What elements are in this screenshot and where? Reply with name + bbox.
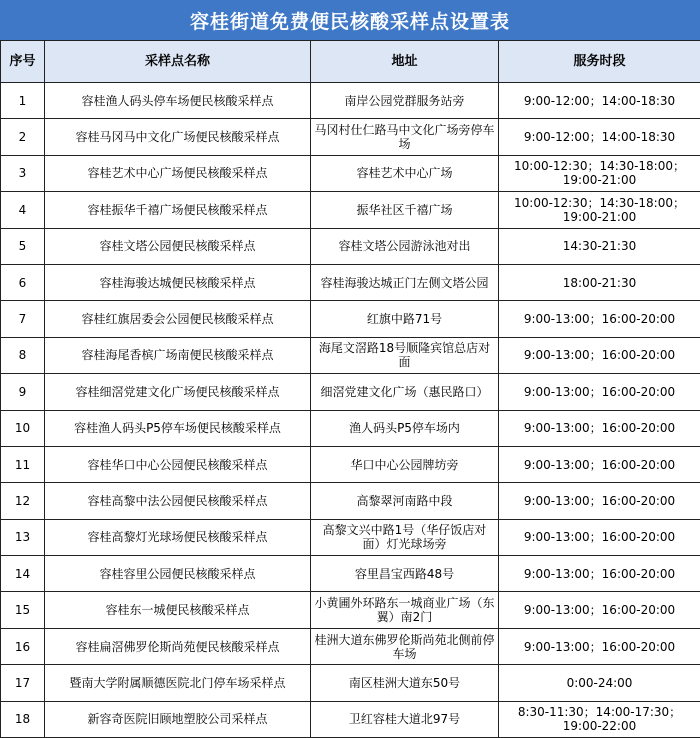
cell-no: 5 [1, 228, 45, 264]
cell-site-name: 容桂马冈马中文化广场便民核酸采样点 [45, 119, 311, 155]
table-row [1, 264, 700, 300]
cell-address: 高黎翠河南路中段 [311, 483, 499, 519]
cell-site-name: 容桂艺术中心广场便民核酸采样点 [45, 155, 311, 191]
table-row [1, 410, 700, 446]
cell-address: 桂洲大道东佛罗伦斯尚苑北侧前停车场 [311, 628, 499, 664]
cell-address: 容桂艺术中心广场 [311, 155, 499, 191]
cell-address: 振华社区千禧广场 [311, 192, 499, 228]
header-address: 地址 [311, 41, 499, 83]
cell-address: 容桂海骏达城正门左侧文塔公园 [311, 264, 499, 300]
cell-service-hours: 10:00-12:30；14:30-18:00；19:00-21:00 [499, 155, 700, 191]
sampling-sites-table [0, 40, 700, 738]
cell-service-hours: 9:00-13:00；16:00-20:00 [499, 337, 700, 373]
cell-address: 马冈村仕仁路马中文化广场旁停车场 [311, 119, 499, 155]
cell-site-name: 容桂细滘党建文化广场便民核酸采样点 [45, 374, 311, 410]
table-row [1, 483, 700, 519]
cell-service-hours: 9:00-12:00；14:00-18:30 [499, 83, 700, 119]
table-header-row [1, 41, 700, 83]
cell-service-hours: 9:00-12:00；14:00-18:30 [499, 119, 700, 155]
table-row [1, 665, 700, 701]
table-row [1, 592, 700, 628]
cell-site-name: 暨南大学附属顺德医院北门停车场采样点 [45, 665, 311, 701]
cell-site-name: 容桂渔人码头P5停车场便民核酸采样点 [45, 410, 311, 446]
cell-no: 3 [1, 155, 45, 191]
cell-no: 12 [1, 483, 45, 519]
cell-no: 9 [1, 374, 45, 410]
table-row [1, 337, 700, 373]
cell-no: 11 [1, 446, 45, 482]
cell-no: 10 [1, 410, 45, 446]
cell-address: 南岸公园党群服务站旁 [311, 83, 499, 119]
cell-no: 1 [1, 83, 45, 119]
page-title: 容桂街道免费便民核酸采样点设置表 [0, 0, 700, 40]
cell-site-name: 容桂容里公园便民核酸采样点 [45, 556, 311, 592]
cell-no: 15 [1, 592, 45, 628]
cell-service-hours: 14:30-21:30 [499, 228, 700, 264]
table-row [1, 83, 700, 119]
cell-address: 小黄圃外环路东一城商业广场（东翼）南2门 [311, 592, 499, 628]
table-row [1, 192, 700, 228]
cell-service-hours: 18:00-21:30 [499, 264, 700, 300]
cell-service-hours: 9:00-13:00；16:00-20:00 [499, 410, 700, 446]
table-row [1, 556, 700, 592]
cell-no: 17 [1, 665, 45, 701]
cell-site-name: 容桂红旗居委会公园便民核酸采样点 [45, 301, 311, 337]
cell-no: 14 [1, 556, 45, 592]
cell-no: 13 [1, 519, 45, 555]
cell-address: 高黎文兴中路1号（华仔饭店对面）灯光球场旁 [311, 519, 499, 555]
cell-service-hours: 9:00-13:00；16:00-20:00 [499, 519, 700, 555]
table-row [1, 301, 700, 337]
cell-no: 4 [1, 192, 45, 228]
table-row [1, 519, 700, 555]
table-row [1, 701, 700, 737]
cell-address: 容里昌宝西路48号 [311, 556, 499, 592]
table-body [1, 83, 700, 738]
table-row [1, 628, 700, 664]
table-row [1, 155, 700, 191]
cell-site-name: 容桂振华千禧广场便民核酸采样点 [45, 192, 311, 228]
cell-no: 18 [1, 701, 45, 737]
cell-address: 华口中心公园牌坊旁 [311, 446, 499, 482]
cell-no: 2 [1, 119, 45, 155]
table-row [1, 446, 700, 482]
cell-no: 8 [1, 337, 45, 373]
cell-address: 渔人码头P5停车场内 [311, 410, 499, 446]
cell-address: 细滘党建文化广场（惠民路口） [311, 374, 499, 410]
cell-site-name: 容桂文塔公园便民核酸采样点 [45, 228, 311, 264]
table-row [1, 374, 700, 410]
table-row [1, 119, 700, 155]
cell-address: 容桂文塔公园游泳池对出 [311, 228, 499, 264]
cell-address: 红旗中路71号 [311, 301, 499, 337]
header-site-name: 采样点名称 [45, 41, 311, 83]
cell-service-hours: 9:00-13:00；16:00-20:00 [499, 628, 700, 664]
cell-service-hours: 0:00-24:00 [499, 665, 700, 701]
cell-service-hours: 10:00-12:30；14:30-18:00；19:00-21:00 [499, 192, 700, 228]
cell-address: 卫红容桂大道北97号 [311, 701, 499, 737]
cell-service-hours: 9:00-13:00；16:00-20:00 [499, 483, 700, 519]
cell-service-hours: 9:00-13:00；16:00-20:00 [499, 556, 700, 592]
cell-service-hours: 8:30-11:30；14:00-17:30；19:00-22:00 [499, 701, 700, 737]
header-no: 序号 [1, 41, 45, 83]
cell-site-name: 容桂海骏达城便民核酸采样点 [45, 264, 311, 300]
cell-site-name: 容桂渔人码头停车场便民核酸采样点 [45, 83, 311, 119]
cell-address: 南区桂洲大道东50号 [311, 665, 499, 701]
cell-site-name: 新容奇医院旧顾地塑胶公司采样点 [45, 701, 311, 737]
cell-service-hours: 9:00-13:00；16:00-20:00 [499, 592, 700, 628]
cell-no: 7 [1, 301, 45, 337]
cell-site-name: 容桂海尾香槟广场南便民核酸采样点 [45, 337, 311, 373]
cell-service-hours: 9:00-13:00；16:00-20:00 [499, 301, 700, 337]
header-service-hours: 服务时段 [499, 41, 700, 83]
cell-service-hours: 9:00-13:00；16:00-20:00 [499, 374, 700, 410]
table-row [1, 228, 700, 264]
cell-site-name: 容桂高黎中法公园便民核酸采样点 [45, 483, 311, 519]
cell-no: 16 [1, 628, 45, 664]
cell-site-name: 容桂华口中心公园便民核酸采样点 [45, 446, 311, 482]
cell-address: 海尾文滘路18号顺隆宾馆总店对面 [311, 337, 499, 373]
cell-service-hours: 9:00-13:00；16:00-20:00 [499, 446, 700, 482]
cell-site-name: 容桂东一城便民核酸采样点 [45, 592, 311, 628]
cell-site-name: 容桂扁滘佛罗伦斯尚苑便民核酸采样点 [45, 628, 311, 664]
cell-site-name: 容桂高黎灯光球场便民核酸采样点 [45, 519, 311, 555]
cell-no: 6 [1, 264, 45, 300]
